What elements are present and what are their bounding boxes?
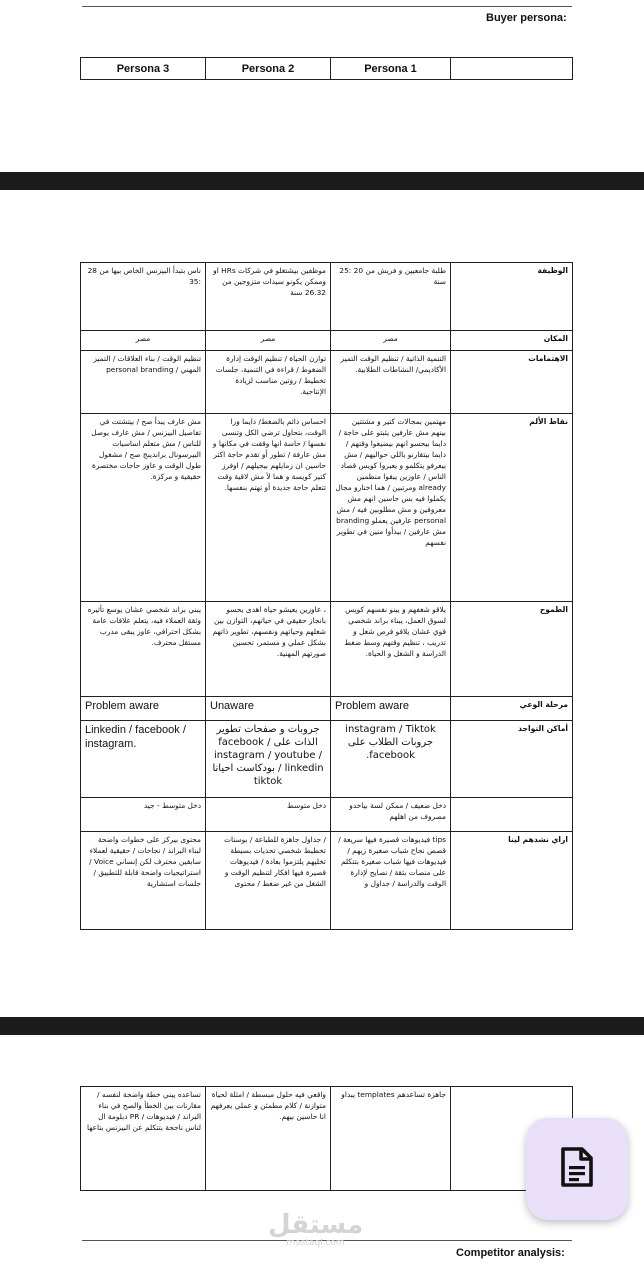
ambition-persona-2: ، عاوزين يعيشو حياة اهدى يحسو بانجاز حقيقي في حياتهم، التوازن بين شغلهم وحياتهم ونفسهم، تطوير ذاتهم بشكل عملي و مستمر، تحسين صورتهم المهنية. — [206, 602, 331, 697]
row-label-income — [451, 798, 573, 832]
channels-persona-3: Linkedin / facebook / instagram. — [81, 721, 206, 798]
pain-points-persona-3: مش عارف يبدأ صح / بيتشتت في تفاصيل البيزنس / مش عارف يوصل للناس / مش متعلم اساسيات البيرسونال براندينج صح / مشغول طول الوقت و عاوز حاجات مختصرة حقيقية و مركزة. — [81, 414, 206, 602]
row-label-awareness: مرحلة الوعي — [451, 697, 573, 721]
row-label-pain-points: نقاط الألم — [451, 414, 573, 602]
pain-points-persona-1: مهتمين بمجالات كتير و مشتتين بينهم مش عارفين يثبتو على حاجة / دايما بيحسو انهم بيضيعوا وقتهم / دايما بيتقارنو باللي حواليهم / مش بيعرفو يتكلمو و يعبروا كويس قصاد الناس / عاوزين يبقوا منظمين already ومرتبين / هما اختارو مجال يكملوا فيه بس حاسين انهم مش معروفين و مش مطلوبين فيه / مش personal عارفين يعملو branding مش عارفين / بيدأوا منين في تطوير نفسهم — [331, 414, 451, 602]
attract-persona-2: / جداول جاهزة للطباعة / بوستات تخطيط شخصي تحديات بسيطة تخليهم يلتزموا بعادة / فيديوهات قصيرة فيها افكار لتنظيم الوقت و الشغل من غير ضغط / محتوى — [206, 832, 331, 930]
awareness-persona-1: Problem aware — [331, 697, 451, 721]
income-persona-3: دخل متوسط - جيد — [81, 798, 206, 832]
row-label-interests: الاهتمامات — [451, 351, 573, 414]
channels-persona-2: جروبات و صفحات تطوير الذات على / facebook instagram / youtube / linkedin / بودكاست احيانا tiktok — [206, 721, 331, 798]
competitor-analysis-title: Competitor analysis: — [456, 1247, 565, 1259]
row-label-attract: ازاي نشدهم لينا — [451, 832, 573, 930]
interests-persona-2: توازن الحياة / تنظيم الوقت إدارة الضغوط / قراءة في التنمية، جلسات تخطيط / روتين مناسب لزيادة الإنتاجية. — [206, 351, 331, 414]
interests-persona-3: تنظيم الوقت / بناء العلاقات / التميز المهني / personal branding — [81, 351, 206, 414]
persona-table — [80, 262, 573, 930]
row-label-channels: أماكن التواجد — [451, 721, 573, 798]
document-icon — [559, 1147, 595, 1191]
top-rule — [82, 6, 572, 7]
row-label-job: الوظيفة — [451, 263, 573, 331]
continued-persona-2: واقعي فيه حلول مبسطة / امثلة لحياة متوازنة / كلام مطمئن و عملي يعرفهم انا حاسين بيهم. — [206, 1087, 331, 1191]
empty-header-cell — [451, 58, 573, 80]
document-fab-button[interactable] — [526, 1118, 628, 1220]
row-label-place: المكان — [451, 331, 573, 351]
attract-persona-1: tips فيديوهات قصيرة فيها سريعة /قصص نجاح شباب صغيرة زيهم / فيديوهات فيها شباب صغيرة بتتكلم على منصات بثقة / نصايح لإدارة الوقت والدراسة / جداول و — [331, 832, 451, 930]
persona-header-table — [80, 57, 573, 80]
persona-2-header: Persona 2 — [206, 58, 331, 80]
channels-persona-1: instagram / Tiktok جروبات الطلاب على facebook. — [331, 721, 451, 798]
page-gap-1 — [0, 172, 644, 190]
job-persona-3: ناس بتبدأ البيزنس الخاص بيها من 28 :35 — [81, 263, 206, 331]
page-gap-2 — [0, 1017, 644, 1035]
page-1 — [0, 0, 644, 172]
continued-persona-1: جاهزة تساعدهم templates يبداو — [331, 1087, 451, 1191]
page-2 — [0, 190, 644, 1017]
watermark — [268, 1212, 363, 1248]
watermark-latin: mostaql.com — [286, 1238, 345, 1248]
awareness-persona-2: Unaware — [206, 697, 331, 721]
interests-persona-1: التنمية الذاتية / تنظيم الوقت التميز الأكاديمي/ النشاطات الطلابية. — [331, 351, 451, 414]
income-persona-1: دخل ضعيف / ممكن لسة بياخدو مصروف من اهلهم — [331, 798, 451, 832]
place-persona-2: مصر — [206, 331, 331, 351]
job-persona-1: طلبة جامعيين و فريش من 20 :25 سنة — [331, 263, 451, 331]
awareness-persona-3: Problem aware — [81, 697, 206, 721]
continued-persona-3: تساعده يبني خطة واضحة لنفسه / مقارنات بين الخطأ والصح في بناء البراند / فيديوهات / PR دبلومة ال لناس ناجحة بتتكلم عن البيزنس بتاعها — [81, 1087, 206, 1191]
place-persona-1: مصر — [331, 331, 451, 351]
buyer-persona-title: Buyer persona: — [486, 12, 567, 24]
place-persona-3: مصر — [81, 331, 206, 351]
persona-1-header: Persona 1 — [331, 58, 451, 80]
row-label-ambition: الطموح — [451, 602, 573, 697]
persona-table-continued — [80, 1086, 573, 1191]
watermark-arabic: مستقل — [268, 1210, 364, 1240]
attract-persona-3: محتوى بيركز على خطوات واضحة لبناء البراند / نجاحات / حقيقية لعملاء سابقين محترف لكن إنساني Voice /استراتيجيات واضحة قابلة للتطبيق / جلسات استشارية — [81, 832, 206, 930]
pain-points-persona-2: احساس دائم بالضغط/ دايما ورا الوقت، بتحاول ترضي الكل وتنسى نفسها / حاسة انها وقفت في مكانها و مش عارفة / تطور أو تقدم حاجة اكتر حاسين ان زمايلهم بيجيلهم / اوفرز كتير كويسة و هما لأ مش لاقية وقت تتعلم حاجة جديدة أو تهتم بنفسها. — [206, 414, 331, 602]
persona-3-header: Persona 3 — [81, 58, 206, 80]
ambition-persona-3: يبني براند شخصي عشان يوسع تأثيره وثقة العملاء فيه، يتعلم علاقات عامة بشكل احترافي، عاوز يبقى مدرب مستقل محترف. — [81, 602, 206, 697]
job-persona-2: موظفين بيشتغلو في شركات HRs او وممكن يكونو سيدات متزوجين من 26.32 سنة — [206, 263, 331, 331]
income-persona-2: دخل متوسط — [206, 798, 331, 832]
ambition-persona-1: يلاقو شغفهم و يبنو نفسهم كويس لسوق العمل، يبناء براند شخصي قوي عشان يلاقو فرص شغل و تدريب ، تنظيم وقتهم وسط ضغط الدراسة و الشغل و الحياة. — [331, 602, 451, 697]
